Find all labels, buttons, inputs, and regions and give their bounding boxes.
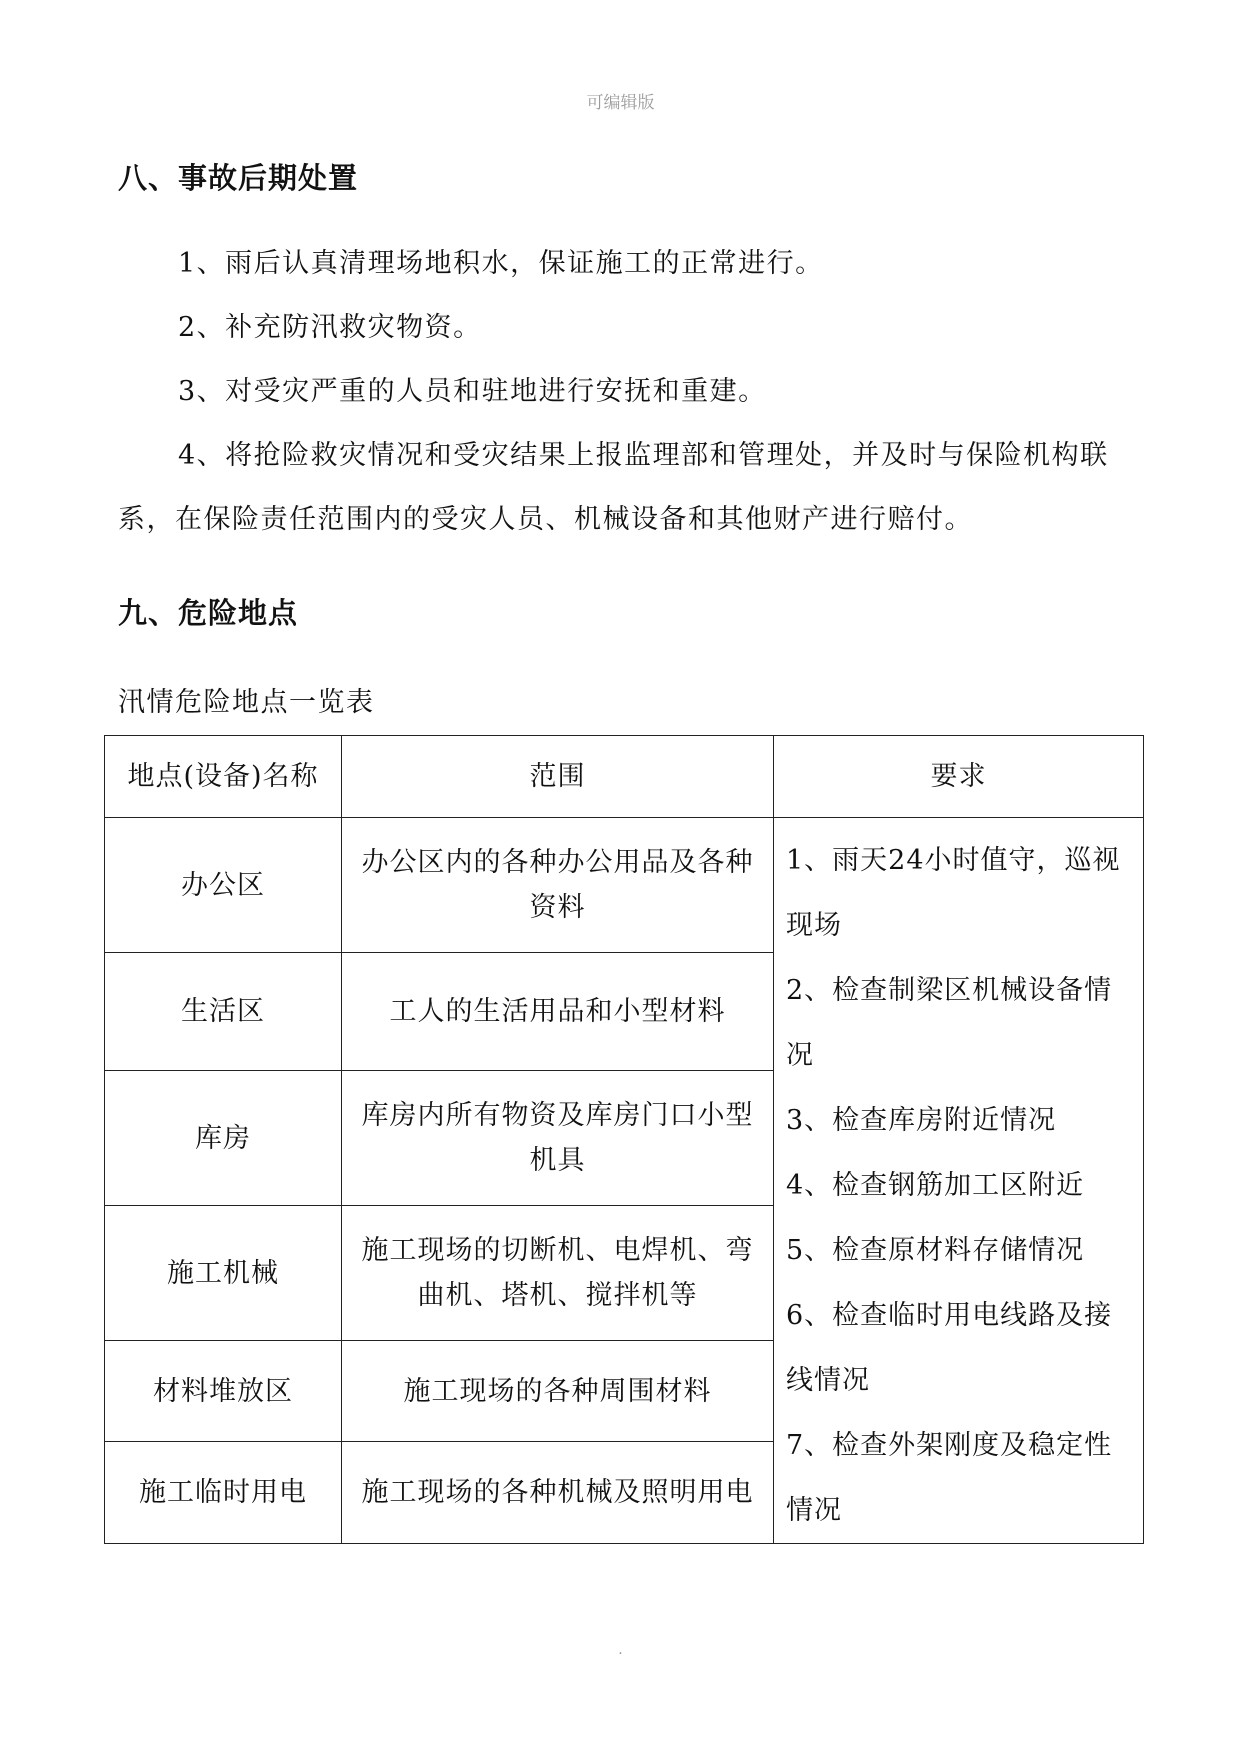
- hazard-locations-table: [104, 735, 1144, 1544]
- location-scope: 工人的生活用品和小型材料: [342, 953, 774, 1071]
- header-scope: 范围: [342, 736, 774, 818]
- requirement-item: 6、检查临时用电线路及接线情况: [786, 1300, 1113, 1396]
- header-requirements: 要求: [774, 736, 1144, 818]
- section-8-item-1: 1、雨后认真清理场地积水，保证施工的正常进行。: [178, 248, 824, 279]
- location-scope: 施工现场的切断机、电焊机、弯曲机、塔机、搅拌机等: [342, 1206, 774, 1341]
- location-scope: 库房内所有物资及库房门口小型机具: [342, 1071, 774, 1206]
- location-name: 材料堆放区: [105, 1341, 342, 1442]
- requirement-item: 5、检查原材料存储情况: [786, 1235, 1085, 1266]
- location-name: 办公区: [105, 818, 342, 953]
- requirement-item: 1、雨天24小时值守，巡视现场: [786, 845, 1121, 941]
- location-name: 施工机械: [105, 1206, 342, 1341]
- section-8-item-3: 3、对受灾严重的人员和驻地进行安抚和重建。: [178, 376, 767, 407]
- table-header-row: [105, 736, 1144, 818]
- requirement-item: 2、检查制梁区机械设备情况: [786, 975, 1113, 1071]
- header-location-name: 地点(设备)名称: [105, 736, 342, 818]
- table-caption: 汛情危险地点一览表: [118, 687, 375, 718]
- section-8-item-2: 2、补充防汛救灾物资。: [178, 312, 482, 343]
- location-scope: 施工现场的各种周围材料: [342, 1341, 774, 1442]
- requirement-item: 7、检查外架刚度及稳定性情况: [786, 1430, 1113, 1526]
- section-9-title: 九、危险地点: [118, 596, 299, 630]
- requirements-cell: [774, 818, 1144, 1544]
- table-row: [105, 818, 1144, 953]
- section-8-title: 八、事故后期处置: [118, 161, 359, 195]
- footer-mark: .: [618, 1642, 623, 1658]
- location-scope: 施工现场的各种机械及照明用电: [342, 1442, 774, 1544]
- location-name: 生活区: [105, 953, 342, 1071]
- location-scope: 办公区内的各种办公用品及各种资料: [342, 818, 774, 953]
- requirement-item: 3、检查库房附近情况: [786, 1105, 1057, 1136]
- location-name: 施工临时用电: [105, 1442, 342, 1544]
- location-name: 库房: [105, 1071, 342, 1206]
- requirement-item: 4、检查钢筋加工区附近: [786, 1170, 1085, 1201]
- editable-version-note: 可编辑版: [586, 93, 655, 113]
- section-8-item-4: 4、将抢险救灾情况和受灾结果上报监理部和管理处，并及时与保险机构联系，在保险责任范围内的受灾人员、机械设备和其他财产进行赔付。: [118, 440, 1109, 535]
